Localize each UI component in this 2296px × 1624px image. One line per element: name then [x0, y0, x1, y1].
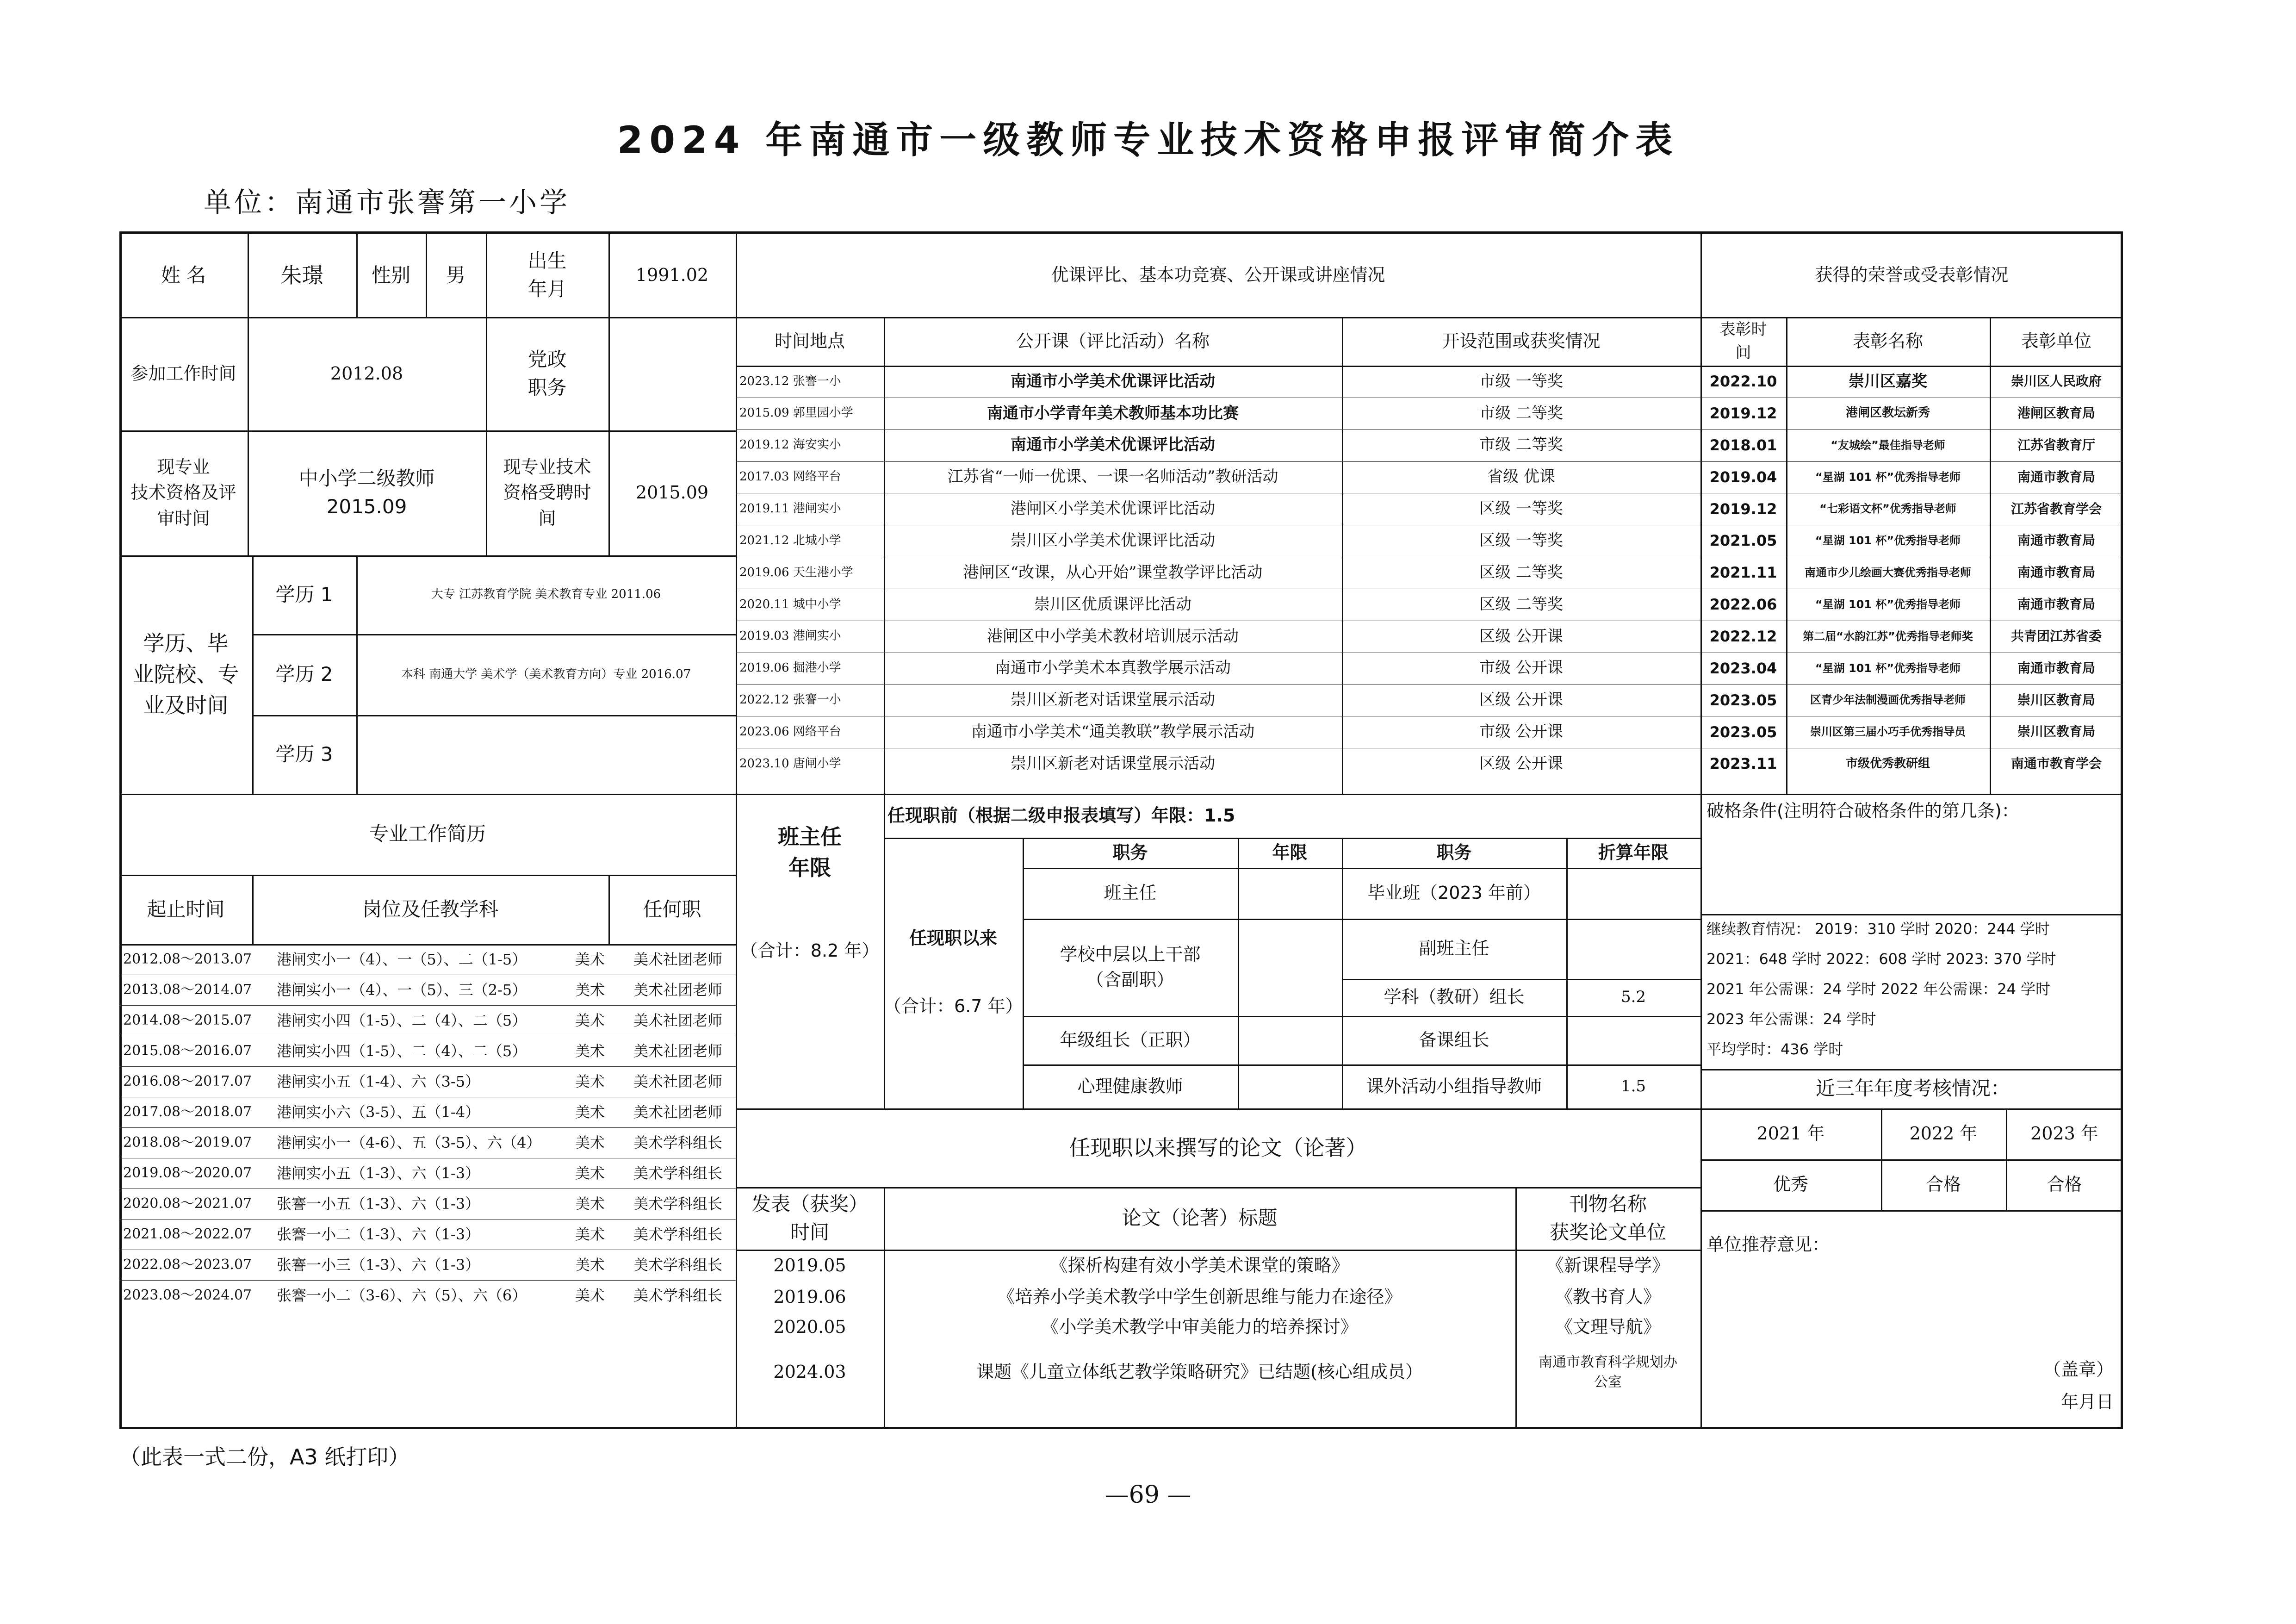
lesson-time-place: 2023.06 网络平台	[739, 724, 841, 739]
career-col: 任何职	[643, 897, 701, 921]
career-role: 美术学科组长	[633, 1286, 722, 1304]
honor-date: 2023.05	[1709, 723, 1777, 741]
lesson-name: 港闸区小学美术优课评比活动	[1011, 499, 1215, 518]
gender-label: 性别	[371, 263, 410, 286]
honor-date: 2018.01	[1709, 436, 1777, 454]
lesson-result: 区级 一等奖	[1479, 499, 1563, 518]
assessment-year: 2022 年	[1909, 1123, 1978, 1144]
honor-name: 南通市少儿绘画大赛优秀指导老师	[1805, 566, 1971, 579]
headteacher-years	[1238, 1064, 1342, 1108]
lesson-time-place: 2022.12 张謇一小	[739, 693, 841, 707]
lesson-name: 崇川区新老对话课堂展示活动	[1011, 691, 1215, 709]
rule	[1023, 1064, 1700, 1066]
career-subject: 美术	[575, 1072, 605, 1090]
honor-name: 第二届“水韵江苏”优秀指导老师奖	[1803, 629, 1973, 643]
honor-name: 崇川区第三届小巧手优秀指导员	[1810, 725, 1966, 739]
honors-col: 表彰名称	[1852, 330, 1923, 351]
lesson-time-place: 2019.12 海安实小	[739, 438, 841, 452]
headteacher-converted	[1566, 868, 1700, 919]
education-item-value: 大专 江苏教育学院 美术教育专业 2011.06	[431, 587, 661, 602]
honor-name: 崇川区嘉奖	[1849, 372, 1927, 391]
career-classes: 港闸实小一（4）、一（5）、二（1-5）	[277, 950, 527, 968]
papers-col: 刊物名称 获奖论文单位	[1549, 1192, 1666, 1244]
lesson-time-place: 2023.10 唐闸小学	[739, 756, 841, 771]
headteacher-col: 折算年限	[1598, 842, 1669, 863]
headteacher-role: 心理健康教师	[1077, 1076, 1183, 1096]
honor-unit: 崇川区教育局	[2017, 724, 2095, 740]
headteacher-title: 班主任 年限	[778, 824, 842, 880]
career-role: 美术社团老师	[633, 1072, 722, 1090]
paper-date: 2019.06	[773, 1286, 846, 1307]
continuing-education: 继续教育情况： 2019：310 学时 2020：244 学时	[1706, 920, 2050, 938]
form-table	[119, 231, 2123, 1429]
continuing-education: 2021 年公需课：24 学时 2022 年公需课：24 学时	[1706, 980, 2051, 998]
honor-date: 2022.12	[1709, 627, 1777, 645]
lesson-result: 区级 一等奖	[1479, 531, 1563, 550]
name-label: 姓 名	[161, 263, 206, 286]
rule	[1700, 1159, 2123, 1161]
career-classes: 港闸实小五（1-4）、六（3-5）	[277, 1072, 480, 1090]
honor-name: “七彩语文杯”优秀指导老师	[1819, 502, 1956, 516]
headteacher-years	[1238, 919, 1342, 1016]
honor-unit: 江苏省教育学会	[2011, 501, 2102, 516]
career-period: 2013.08～2014.07	[123, 982, 252, 998]
education-item-label: 学历 2	[275, 663, 333, 686]
career-role: 美术社团老师	[633, 1103, 722, 1121]
lessons-col: 时间地点	[774, 330, 845, 351]
rule	[1342, 979, 1700, 980]
education-item-value: 本科 南通大学 美术学（美术教育方向）专业 2016.07	[401, 667, 691, 681]
lesson-name: 南通市小学美术本真教学展示活动	[995, 659, 1231, 678]
rule	[1023, 1016, 1700, 1017]
lesson-result: 区级 公开课	[1479, 627, 1563, 646]
career-classes: 张謇一小三（1-3）、六（1-3）	[277, 1256, 480, 1274]
hire-label: 现专业技术 资格受聘时 间	[503, 457, 591, 529]
qual-label: 现专业 技术资格及评 审时间	[130, 457, 236, 529]
career-classes: 港闸实小四（1-5）、二（4）、二（5）	[277, 1042, 527, 1060]
honor-name: 区青少年法制漫画优秀指导老师	[1810, 693, 1966, 707]
career-role: 美术学科组长	[633, 1256, 722, 1274]
career-period: 2014.08～2015.07	[123, 1012, 252, 1029]
career-period: 2012.08～2013.07	[123, 951, 252, 968]
work-start-label: 参加工作时间	[130, 363, 236, 384]
assessment-result: 合格	[1925, 1174, 1961, 1195]
continuing-education: 平均学时：436 学时	[1706, 1040, 1843, 1058]
headteacher-role: 年级组长（正职）	[1060, 1029, 1201, 1050]
page-title: 2024 年南通市一级教师专业技术资格申报评审简介表	[617, 118, 1679, 162]
page-number: —69 —	[1105, 1481, 1191, 1509]
career-role: 美术社团老师	[633, 981, 722, 999]
lesson-name: 崇川区新老对话课堂展示活动	[1011, 754, 1215, 773]
papers-header: 任现职以来撰写的论文（论著）	[1069, 1135, 1367, 1160]
career-period: 2020.08～2021.07	[123, 1195, 252, 1212]
honor-name: 市级优秀教研组	[1845, 756, 1930, 771]
honor-unit: 南通市教育局	[2017, 565, 2095, 580]
lesson-time-place: 2019.11 港闸实小	[739, 501, 841, 516]
headteacher-converted: 1.5	[1620, 1076, 1646, 1095]
honor-name: “友城绘”最佳指导老师	[1831, 438, 1945, 452]
rule	[1700, 1210, 2123, 1212]
career-classes: 港闸实小四（1-5）、二（4）、二（5）	[277, 1011, 527, 1029]
party-value	[608, 317, 736, 430]
lesson-name: 崇川区优质课评比活动	[1034, 595, 1191, 614]
career-classes: 港闸实小五（1-3）、六（1-3）	[277, 1164, 480, 1182]
paper-journal: 《教书育人》	[1555, 1286, 1661, 1307]
headteacher-converted	[1566, 919, 1700, 979]
gender-value: 男	[446, 263, 465, 286]
headteacher-role-2: 副班主任	[1419, 938, 1489, 959]
honor-date: 2023.11	[1709, 755, 1777, 773]
assessment-year: 2021 年	[1756, 1123, 1825, 1144]
lesson-result: 区级 二等奖	[1479, 595, 1563, 614]
education-label: 学历、毕 业院校、专 业及时间	[132, 631, 239, 718]
career-subject: 美术	[575, 1195, 605, 1213]
lesson-result: 区级 公开课	[1479, 691, 1563, 709]
headteacher-role-2: 毕业班（2023 年前）	[1367, 883, 1541, 903]
career-classes: 港闸实小六（3-5）、五（1-4）	[277, 1103, 480, 1121]
career-role: 美术学科组长	[633, 1195, 722, 1213]
lesson-time-place: 2020.11 城中小学	[739, 597, 841, 611]
career-subject: 美术	[575, 1225, 605, 1243]
paper-journal: 南通市教育科学规划办 公室	[1539, 1354, 1677, 1390]
honor-unit: 南通市教育局	[2017, 533, 2095, 548]
headteacher-role: 班主任	[1104, 883, 1157, 903]
lesson-result: 区级 二等奖	[1479, 563, 1563, 582]
hire-value: 2015.09	[635, 482, 709, 503]
honor-date: 2022.06	[1709, 596, 1777, 614]
honor-name: “星湖 101 杯”优秀指导老师	[1815, 470, 1961, 484]
headteacher-since-total: （合计：6.7 年）	[884, 996, 1023, 1017]
lesson-time-place: 2023.12 张謇一小	[739, 374, 841, 388]
career-role: 美术学科组长	[633, 1225, 722, 1243]
honor-name: “星湖 101 杯”优秀指导老师	[1815, 534, 1961, 548]
birth-value: 1991.02	[635, 265, 709, 286]
honor-date: 2019.12	[1709, 500, 1777, 518]
lesson-time-place: 2021.12 北城小学	[739, 533, 841, 548]
career-role: 美术社团老师	[633, 1042, 722, 1060]
career-subject: 美术	[575, 1103, 605, 1121]
career-header: 专业工作简历	[369, 822, 486, 846]
lesson-time-place: 2015.09 郭里园小学	[739, 406, 853, 420]
lesson-result: 市级 二等奖	[1479, 404, 1563, 423]
paper-title: 《小学美术教学中审美能力的培养探讨》	[1041, 1316, 1358, 1337]
lesson-result: 省级 优课	[1487, 467, 1555, 486]
honor-unit: 江苏省教育厅	[2017, 437, 2095, 453]
headteacher-before: 任现职前（根据二级申报表填写）年限：1.5	[887, 805, 1235, 826]
date-label: 年月日	[2060, 1392, 2114, 1412]
honor-unit: 南通市教育局	[2017, 469, 2095, 485]
career-role: 美术学科组长	[633, 1164, 722, 1182]
honor-unit: 南通市教育学会	[2011, 756, 2102, 772]
headteacher-total: （合计：8.2 年）	[740, 940, 880, 961]
lesson-time-place: 2019.03 港闸实小	[739, 629, 841, 643]
education-item-value	[356, 715, 736, 794]
lesson-name: 江苏省“一师一优课、一课一名师活动”教研活动	[947, 467, 1278, 486]
paper-journal: 《文理导航》	[1555, 1316, 1661, 1337]
honors-header: 获得的荣誉或受表彰情况	[1815, 265, 2009, 286]
honor-date: 2023.04	[1709, 659, 1777, 677]
lesson-name: 崇川区小学美术优课评比活动	[1011, 531, 1215, 550]
paper-date: 2020.05	[773, 1316, 846, 1337]
headteacher-role: 学校中层以上干部 （含副职）	[1060, 944, 1201, 990]
career-classes: 港闸实小一（4-6）、五（3-5）、六（4）	[277, 1133, 541, 1151]
career-subject: 美术	[575, 1256, 605, 1274]
honor-date: 2022.10	[1709, 373, 1777, 391]
paper-title: 《培养小学美术教学中学生创新思维与能力在途径》	[997, 1286, 1402, 1307]
career-period: 2022.08～2023.07	[123, 1257, 252, 1273]
honor-name: 港闸区教坛新秀	[1845, 406, 1930, 420]
lesson-time-place: 2017.03 网络平台	[739, 470, 841, 484]
honor-unit: 南通市教育局	[2017, 660, 2095, 676]
career-period: 2023.08～2024.07	[123, 1287, 252, 1304]
party-label: 党政 职务	[527, 348, 567, 399]
career-subject: 美术	[575, 1042, 605, 1060]
work-start-value: 2012.08	[330, 363, 403, 384]
career-classes: 张謇一小二（3-6）、六（5）、六（6）	[277, 1286, 527, 1304]
career-col: 起止时间	[147, 897, 225, 921]
honor-date: 2021.11	[1709, 564, 1777, 582]
paper-date: 2019.05	[773, 1255, 846, 1276]
lesson-name: 南通市小学美术优课评比活动	[1011, 372, 1215, 391]
career-subject: 美术	[575, 1133, 605, 1151]
exception-label: 破格条件(注明符合破格条件的第几条)：	[1706, 800, 2019, 821]
lesson-time-place: 2019.06 掘港小学	[739, 661, 841, 675]
assessment-result: 优秀	[1773, 1174, 1808, 1195]
career-col: 岗位及任教学科	[362, 897, 498, 921]
career-subject: 美术	[575, 1011, 605, 1029]
career-period: 2019.08～2020.07	[123, 1165, 252, 1182]
education-item-label: 学历 3	[275, 742, 333, 765]
career-period: 2017.08～2018.07	[123, 1104, 252, 1120]
assessment-year: 2023 年	[2030, 1123, 2098, 1144]
footnote: （此表一式二份，A3 纸打印）	[119, 1444, 410, 1469]
headteacher-role-2: 课外活动小组指导教师	[1366, 1076, 1542, 1096]
continuing-education: 2021：648 学时 2022：608 学时 2023: 370 学时	[1706, 950, 2056, 968]
lesson-name: 南通市小学青年美术教师基本功比赛	[987, 404, 1239, 423]
headteacher-col: 职务	[1436, 842, 1472, 863]
headteacher-col: 年限	[1272, 842, 1308, 863]
birth-label: 出生 年月	[527, 249, 567, 300]
career-period: 2015.08～2016.07	[123, 1043, 252, 1059]
rule	[1023, 919, 1700, 920]
honor-unit: 崇川区教育局	[2017, 692, 2095, 708]
career-subject: 美术	[575, 950, 605, 968]
lessons-col: 公开课（评比活动）名称	[1016, 330, 1210, 351]
lesson-name: 港闸区中小学美术教材培训展示活动	[987, 627, 1239, 646]
career-period: 2021.08～2022.07	[123, 1226, 252, 1243]
headteacher-converted: 5.2	[1620, 988, 1646, 1007]
career-role: 美术学科组长	[633, 1133, 722, 1151]
honor-unit: 港闸区教育局	[2017, 405, 2095, 421]
career-classes: 张謇一小二（1-3）、六（1-3）	[277, 1225, 480, 1243]
seal-label: （盖章）	[2043, 1359, 2114, 1380]
lessons-col: 开设范围或获奖情况	[1442, 330, 1601, 351]
career-classes: 港闸实小一（4）、一（5）、三（2-5）	[277, 981, 527, 999]
unit-label: 单位：南通市张謇第一小学	[204, 187, 570, 219]
lesson-result: 市级 公开课	[1479, 659, 1563, 678]
honor-unit: 崇川区人民政府	[2011, 373, 2102, 389]
career-role: 美术社团老师	[633, 950, 722, 968]
paper-title: 课题《儿童立体纸艺教学策略研究》已结题(核心组成员）	[976, 1362, 1423, 1382]
education-item-label: 学历 1	[275, 583, 333, 606]
lesson-result: 市级 一等奖	[1479, 372, 1563, 391]
honor-date: 2019.04	[1709, 468, 1777, 486]
honor-date: 2021.05	[1709, 532, 1777, 550]
papers-col: 发表（获奖） 时间	[751, 1192, 868, 1244]
career-role: 美术社团老师	[633, 1011, 722, 1029]
assessment-label: 近三年年度考核情况：	[1815, 1077, 2010, 1100]
career-subject: 美术	[575, 1164, 605, 1182]
paper-journal: 《新课程导学》	[1546, 1255, 1669, 1276]
honors-col: 表彰时 间	[1719, 320, 1767, 362]
headteacher-years	[1238, 1016, 1342, 1064]
lesson-time-place: 2019.06 天生港小学	[739, 565, 853, 579]
lesson-result: 区级 公开课	[1479, 754, 1563, 773]
paper-title: 《探析构建有效小学美术课堂的策略》	[1050, 1255, 1349, 1276]
honor-name: “星湖 101 杯”优秀指导老师	[1815, 661, 1961, 675]
lesson-name: 南通市小学美术“通美教联”教学展示活动	[971, 722, 1255, 741]
career-subject: 美术	[575, 1286, 605, 1304]
headteacher-role-2: 备课组长	[1419, 1029, 1489, 1050]
headteacher-years	[1238, 868, 1342, 919]
lesson-result: 市级 二等奖	[1479, 436, 1563, 454]
headteacher-role-2: 学科（教研）组长	[1384, 987, 1525, 1008]
paper-date: 2024.03	[773, 1362, 846, 1382]
career-subject: 美术	[575, 981, 605, 999]
honor-date: 2019.12	[1709, 404, 1777, 423]
lesson-name: 南通市小学美术优课评比活动	[1011, 436, 1215, 454]
name-value: 朱璟	[280, 262, 323, 288]
honor-date: 2023.05	[1709, 691, 1777, 709]
continuing-education: 2023 年公需课：24 学时	[1706, 1010, 1876, 1028]
lesson-name: 港闸区“改课，从心开始”课堂教学评比活动	[963, 563, 1263, 582]
lesson-result: 市级 公开课	[1479, 722, 1563, 741]
honor-unit: 南通市教育局	[2017, 597, 2095, 612]
headteacher-col: 职务	[1112, 842, 1148, 863]
career-classes: 张謇一小五（1-3）、六（1-3）	[277, 1195, 480, 1213]
recommend-label: 单位推荐意见：	[1706, 1234, 1830, 1255]
honors-col: 表彰单位	[2021, 330, 2091, 351]
assessment-result: 合格	[2047, 1174, 2082, 1195]
career-period: 2016.08～2017.07	[123, 1073, 252, 1090]
headteacher-since-label: 任现职以来	[909, 927, 997, 948]
papers-col: 论文（论著）标题	[1122, 1207, 1278, 1230]
lessons-header: 优课评比、基本功竞赛、公开课或讲座情况	[1051, 265, 1385, 286]
headteacher-converted	[1566, 1016, 1700, 1064]
honor-unit: 共青团江苏省委	[2011, 628, 2102, 644]
qual-value: 中小学二级教师 2015.09	[298, 467, 435, 518]
career-period: 2018.08～2019.07	[123, 1134, 252, 1151]
honor-name: “星湖 101 杯”优秀指导老师	[1815, 597, 1961, 611]
